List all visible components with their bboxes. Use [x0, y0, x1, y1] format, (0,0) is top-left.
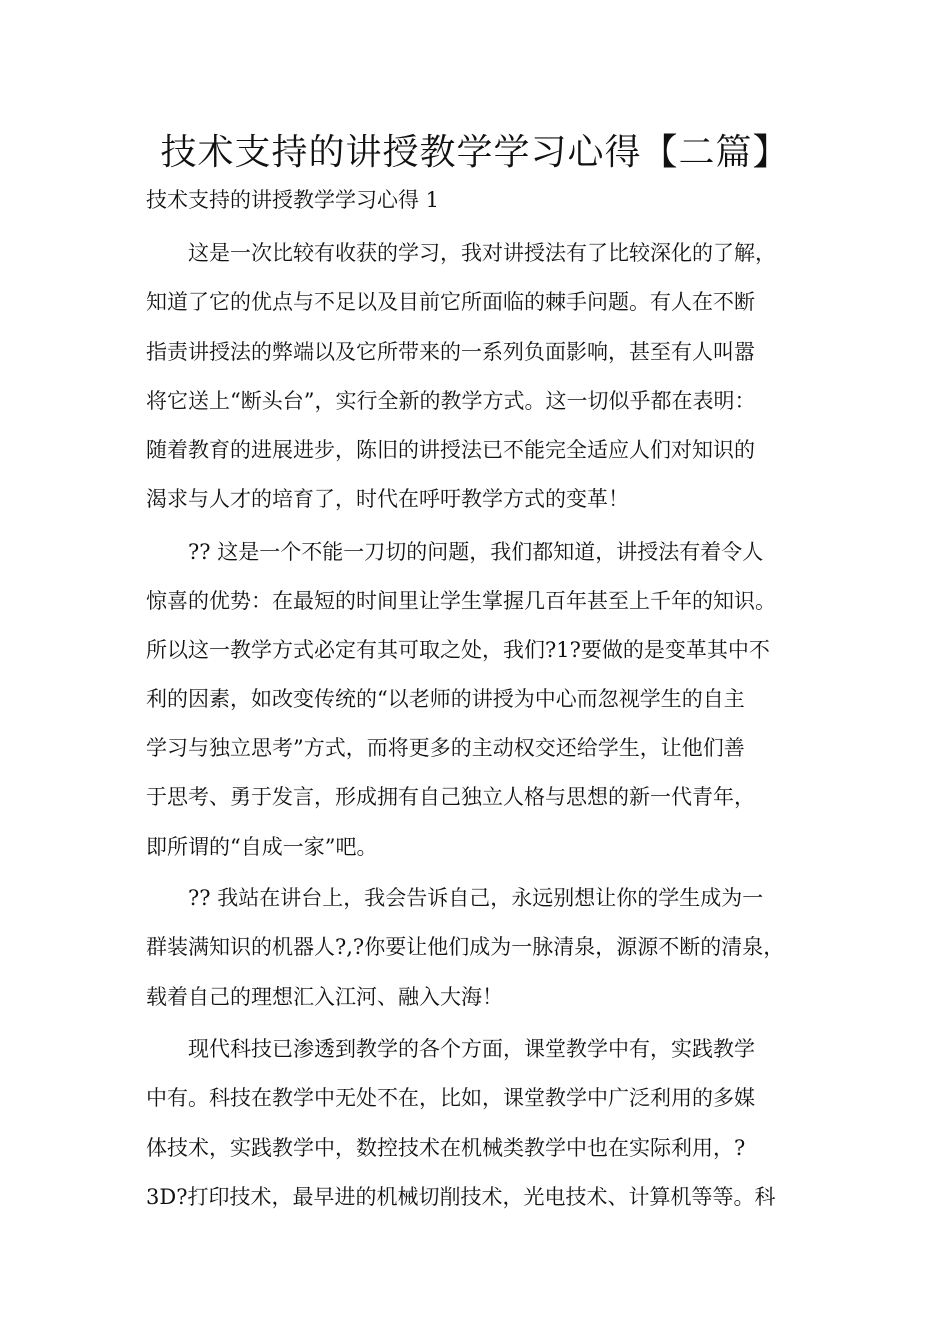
- paragraph-line: 所以这一教学方式必定有其可取之处，我们?1?要做的是变革其中不: [146, 638, 770, 662]
- paragraph-line: 3D?打印技术，最早进的机械切削技术，光电技术、计算机等等。科: [146, 1185, 776, 1209]
- paragraph-line: 利的因素，如改变传统的“以老师的讲授为中心而忽视学生的自主: [146, 687, 745, 711]
- paragraph-line: 随着教育的进展进步，陈旧的讲授法已不能完全适应人们对知识的: [146, 438, 755, 462]
- paragraph-line: 即所谓的“自成一家”吧。: [146, 835, 378, 859]
- paragraph-line: 惊喜的优势：在最短的时间里让学生掌握几百年甚至上千年的知识。: [146, 589, 776, 613]
- paragraph-line: 渴求与人才的培育了，时代在呼吁教学方式的变革！: [146, 487, 629, 511]
- paragraph-line: 知道了它的优点与不足以及目前它所面临的棘手问题。有人在不断: [146, 290, 755, 314]
- paragraph-line: 指责讲授法的弊端以及它所带来的一系列负面影响，甚至有人叫嚣: [146, 340, 755, 364]
- paragraph-line: 中有。科技在教学中无处不在，比如，课堂教学中广泛利用的多媒: [146, 1086, 755, 1110]
- paragraph-line: ?? 我站在讲台上，我会告诉自己，永远别想让你的学生成为一: [146, 886, 764, 910]
- paragraph-line: 体技术，实践教学中，数控技术在机械类教学中也在实际利用，?: [146, 1136, 746, 1160]
- paragraph-line: ?? 这是一个不能一刀切的问题，我们都知道，讲授法有着令人: [146, 540, 764, 564]
- paragraph-line: 现代科技已渗透到教学的各个方面，课堂教学中有，实践教学: [146, 1037, 755, 1061]
- paragraph-line: 载着自己的理想汇入江河、融入大海！: [146, 985, 503, 1009]
- paragraph-line: 学习与独立思考”方式，而将更多的主动权交还给学生，让他们善: [146, 736, 745, 760]
- paragraph-line: 于思考、勇于发言，形成拥有自己独立人格与思想的新一代青年，: [146, 785, 755, 809]
- document-title: 技术支持的讲授教学学习心得【二篇】: [160, 132, 790, 173]
- paragraph-line: 这是一次比较有收获的学习，我对讲授法有了比较深化的了解，: [146, 241, 776, 265]
- document-subtitle: 技术支持的讲授教学学习心得 1: [146, 188, 440, 212]
- paragraph-line: 将它送上“断头台”，实行全新的教学方式。这一切似乎都在表明：: [146, 389, 756, 413]
- paragraph-line: 群装满知识的机器人?,?你要让他们成为一脉清泉，源源不断的清泉，: [146, 935, 785, 959]
